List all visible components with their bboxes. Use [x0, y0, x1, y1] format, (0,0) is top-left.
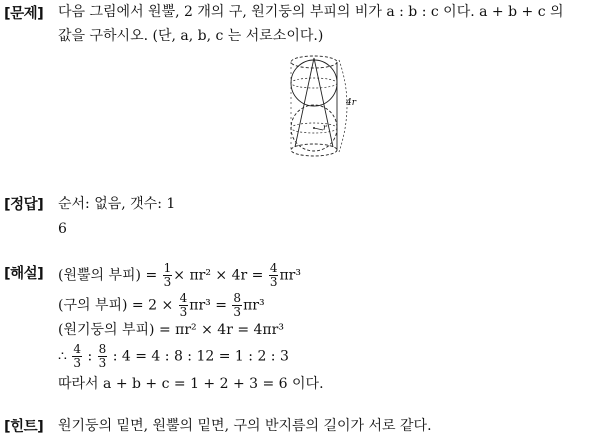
- radius-label: r: [323, 123, 327, 132]
- frac-den: 3: [269, 275, 278, 289]
- fraction-4-3: [179, 292, 189, 319]
- frac-num: 4: [269, 261, 278, 275]
- problem-line-2: 값을 구하시오. (단, a, b, c 는 서로소이다.): [58, 28, 324, 44]
- answer-line-1: 순서: 없음, 갯수: 1: [58, 196, 176, 212]
- frac-num: 4: [179, 291, 188, 305]
- solution-line-5: 따라서 a + b + c = 1 + 2 + 3 = 6 이다.: [58, 376, 324, 392]
- sol1-mid: × πr² × 4r =: [173, 267, 268, 284]
- ratio-colon: :: [83, 348, 97, 365]
- problem-label: [문제]: [4, 6, 44, 22]
- solution-line-2: [58, 292, 265, 319]
- sol1-prefix: (원뿔의 부피) =: [58, 267, 162, 284]
- frac-den: 3: [163, 275, 172, 289]
- fraction-4-3: [72, 343, 82, 370]
- frac-num: 8: [233, 291, 242, 305]
- frac-num: 1: [163, 261, 172, 275]
- sol4-end: : 4 = 4 : 8 : 12 = 1 : 2 : 3: [108, 348, 289, 365]
- answer-line-2: 6: [58, 221, 67, 237]
- frac-den: 3: [98, 356, 107, 370]
- frac-num: 4: [73, 342, 81, 356]
- fraction-1-3: [163, 262, 173, 289]
- frac-den: 3: [233, 305, 242, 319]
- frac-den: 3: [179, 305, 188, 319]
- height-label: 4r: [346, 98, 357, 108]
- solution-line-4: [58, 343, 289, 370]
- therefore-symbol: ∴: [58, 348, 72, 365]
- problem-line-1: 다음 그림에서 원뿔, 2 개의 구, 원기둥의 부피의 비가 a : b : c 이다. a + b + c 의: [58, 4, 564, 20]
- fraction-8-3: [98, 343, 108, 370]
- sol2-prefix: (구의 부피) = 2 ×: [58, 297, 178, 314]
- hint-label: [힌트]: [4, 419, 44, 435]
- answer-label: [정답]: [4, 197, 44, 213]
- fraction-8-3: [232, 292, 242, 319]
- sol2-end: πr³: [243, 297, 265, 314]
- solution-line-3: (원기둥의 부피) = πr² × 4r = 4πr³: [58, 322, 284, 338]
- sol2-mid: πr³ =: [189, 297, 232, 314]
- frac-den: 3: [73, 356, 81, 370]
- solution-line-1: [58, 262, 301, 289]
- frac-num: 8: [98, 342, 107, 356]
- cylinder-cone-spheres-figure: [283, 50, 363, 162]
- solution-label: [해설]: [4, 266, 44, 282]
- sol1-end: πr³: [279, 267, 301, 284]
- fraction-4-3: [269, 262, 279, 289]
- hint-text: 원기둥의 밑면, 원뿔의 밑면, 구의 반지름의 길이가 서로 같다.: [58, 418, 432, 434]
